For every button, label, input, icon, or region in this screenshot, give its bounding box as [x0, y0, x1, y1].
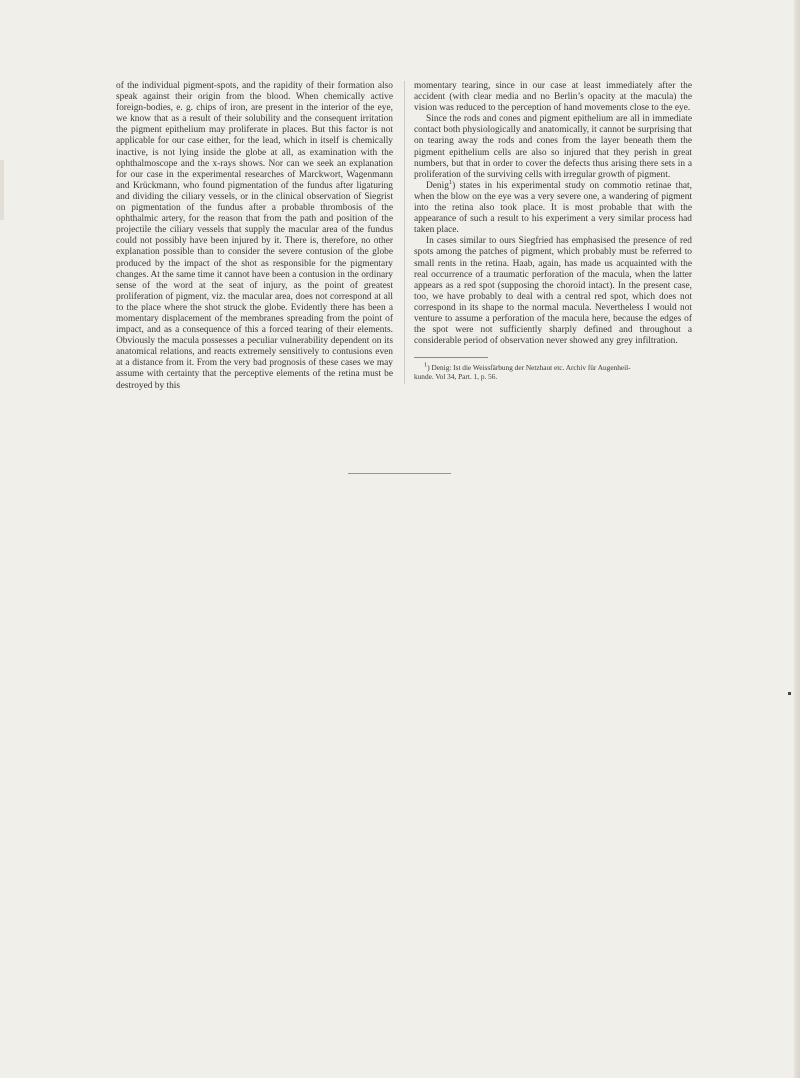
left-column-paragraph: of the individual pigment-spots, and the rapidity of their formation also speak against their origin from the blood. When chemically active foreign-bodies, e. g. chips of iron, are present in the interior of the eye, we know that as a result of their solubility and the consequent irritation the pigment epithelium may proliferate in places. But this factor is not applicable for our case either, for the lead, which in itself is chemically inactive, is not lying inside the globe at all, as examination with the ophthalmoscope and the x-rays shows. Nor can we seek an explanation for our case in the experimental researches of Marckwort, Wagenmann and Krückmann, who found pigmentation of the fundus after ligaturing and dividing the ciliary vessels, or in the clinical observation of Siegrist on pigmentation of the fundus after a probable thrombosis of the ophthalmic artery, for the reason that from the path and position of the projectile the ciliary vessels that supply the macular area of the fundus could not possibly have been injured by it. There is, therefore, no other explanation possible than to consider the severe contusion of the globe produced by the impact of the shot as responsible for the pigmentary changes. At the same time it cannot have been a contusion in the ordinary sense of the word at the seat of injury, as the point of greatest proliferation of pigment, viz. the macular area, does not correspond at all to the place where the shot struck the globe. Evidently there has been a momentary displacement of the membranes spreading from the point of impact, and as a consequence of this a forced tearing of their elements. Obviously the macula possesses a peculiar vulnerability dependent on its anatomical relations, and reacts extremely sensitively to contusions even at a distance from it. From the very bad prognosis of these cases we may assume with certainty that the perceptive elements of the retina must be destroyed by this [116, 81, 393, 391]
right-text-column [414, 81, 692, 381]
footnote-line-2: kunde. Vol 34, Part. 1, p. 56. [414, 372, 498, 382]
footnote-separator [414, 357, 488, 358]
right-column-paragraph-3 [414, 178, 692, 236]
cited-author-denig: Denig [426, 180, 449, 191]
footnote-line-1 [414, 363, 692, 372]
right-column-paragraph-3-text: ) states in his experimental study on commotio retinae that, when the blow on the eye was a very severe one, a wandering of pigment into the retina also took place. It is most probable that with the appearance of such a result to his experiment a very similar process had taken place. [414, 180, 692, 236]
right-column-paragraph-4: In cases similar to ours Siegfried has emphasised the presence of red spots among the patches of pigment, which probably must be referred to small rents in the retina. Haab, again, has made us acquainted with the real occurrence of a traumatic perforation of the macula, when the latter appears as a red spot (supposing the choroid intact). In the present case, too, we have probably to deal with a central red spot, which does not correspond in its shape to the normal macula. Nevertheless I would not venture to assume a perforation of the macula here, because the edges of the spot were not sufficiently sharply defined and throughout a considerable period of observation never showed any grey infiltration. [414, 236, 692, 347]
column-gutter [404, 81, 405, 384]
footnote-marker: 1 [424, 361, 428, 369]
right-column-paragraph-1: momentary tearing, since in our case at least immediately after the accident (with clear media and no Berlin’s opacity at the macula) the vision was reduced to the perception of hand movements close to the eye. [414, 81, 692, 114]
footnote-reference: 1 [448, 178, 453, 186]
end-of-text-rule [348, 473, 451, 474]
page-edge-shadow-right [794, 0, 800, 1078]
margin-mark [788, 692, 791, 695]
right-column-paragraph-2: Since the rods and cones and pigment epithelium are all in immediate contact both physiologically and anatomically, it cannot be surprising that on tearing away the rods and cones from the layer beneath them the pigment epithelium cells are also so injured that they perish in great numbers, but that in order to cover the defects thus arising there sets in a proliferation of the surviving cells with irregular growth of pigment. [414, 114, 692, 180]
page-edge-shadow-left [0, 160, 4, 220]
left-text-column [116, 81, 393, 392]
footnote [414, 363, 692, 381]
footnote-text: ) Denig: Ist die Weissfärbung der Netzhaut etc. Archiv für Augenheil- [427, 363, 631, 373]
